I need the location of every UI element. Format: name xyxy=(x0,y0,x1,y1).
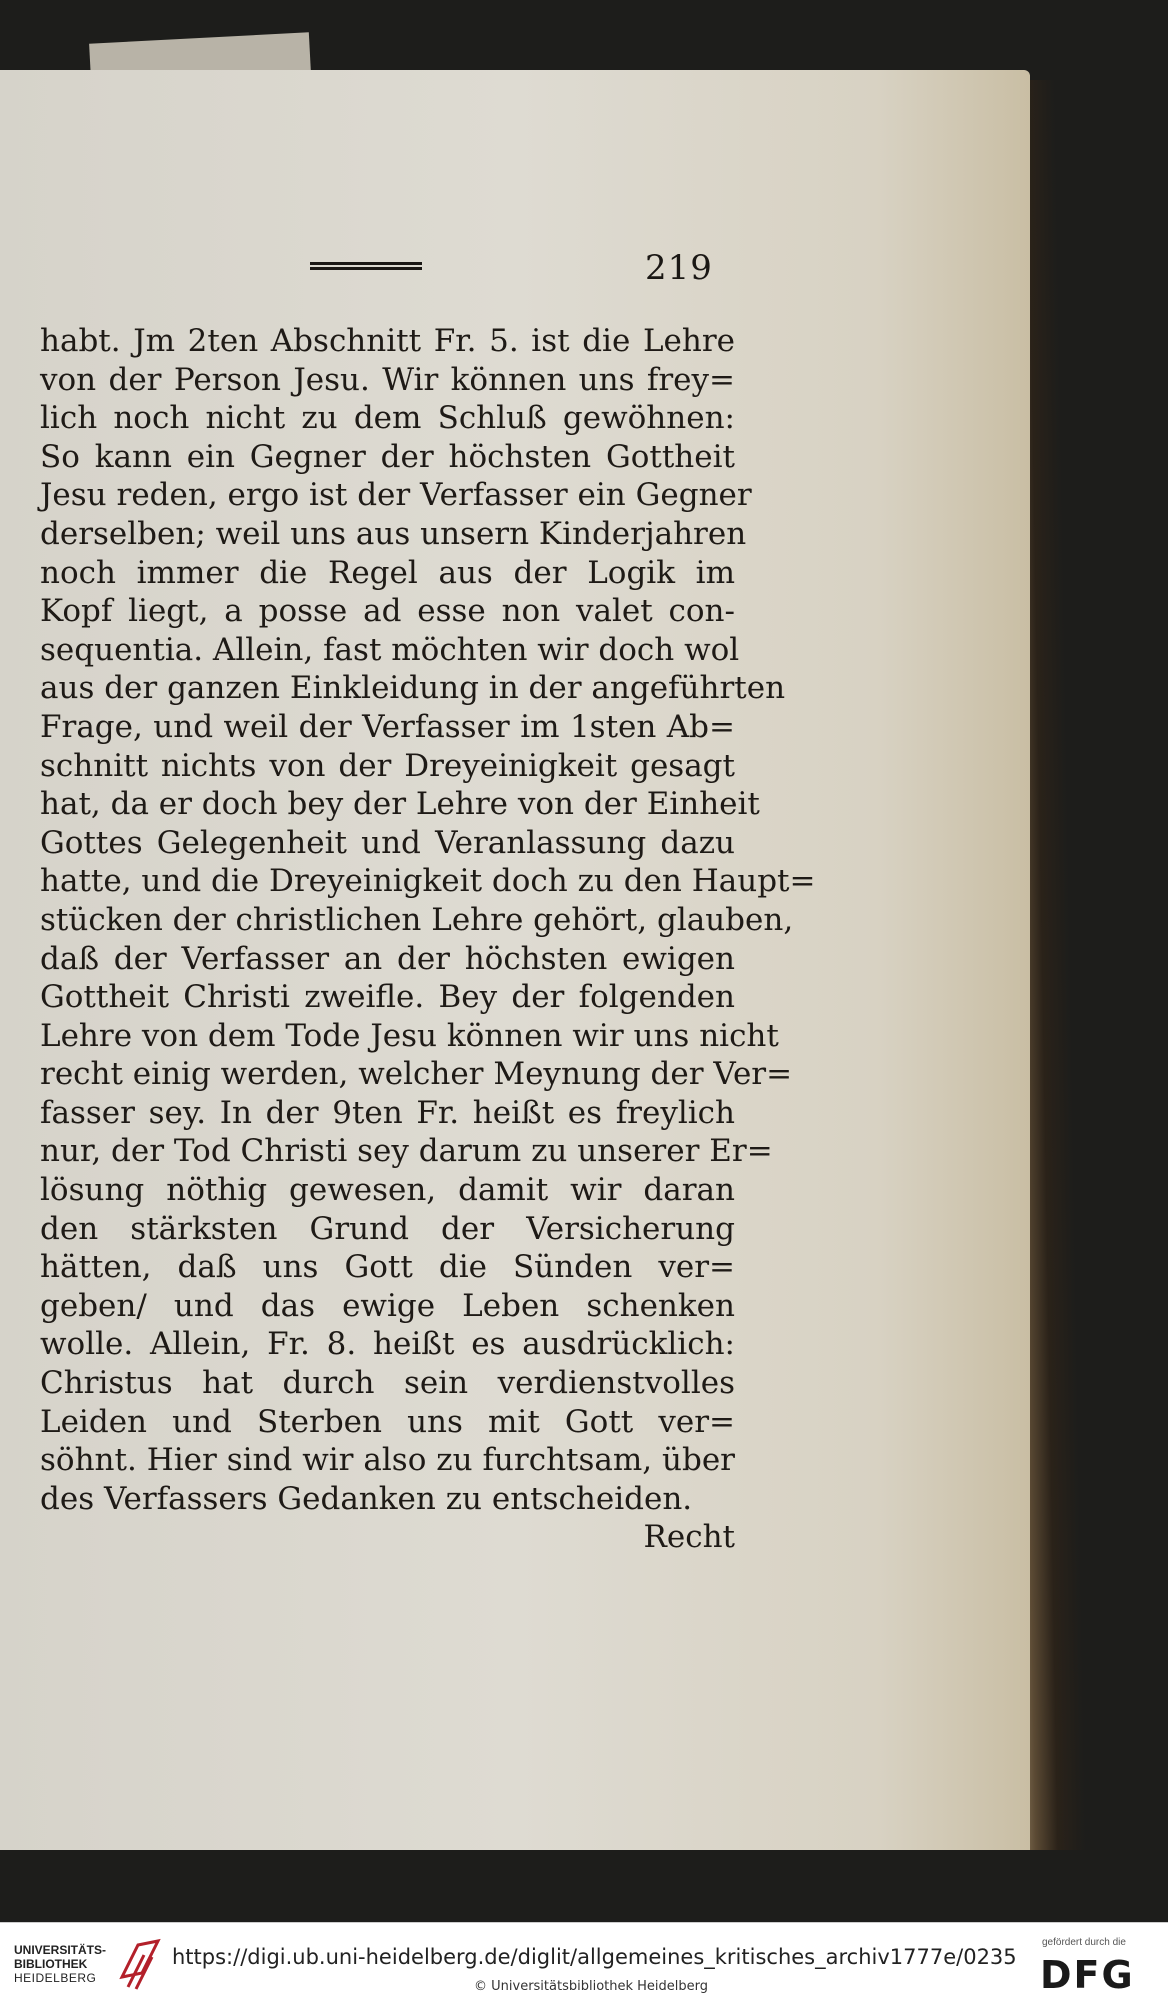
text-line: Frage, und weil der Verfasser im 1sten Ab= xyxy=(40,708,735,745)
dfg-logo: DFG xyxy=(1040,1953,1135,1997)
text-line: hätten, daß uns Gott die Sünden ver= xyxy=(40,1249,735,1286)
text-line: von der Person Jesu. Wir können uns frey= xyxy=(40,361,735,398)
text-line: den stärksten Grund der Versicherung xyxy=(40,1210,735,1247)
copyright-notice: © Universitätsbibliothek Heidelberg xyxy=(474,1979,709,1994)
text-line: söhnt. Hier sind wir also zu furchtsam, über xyxy=(40,1442,735,1479)
text-line: derselben; weil uns aus unsern Kinderjahren xyxy=(40,515,747,552)
library-name-line3: HEIDELBERG xyxy=(14,1971,97,1985)
text-line: Jesu reden, ergo ist der Verfasser ein Gegner xyxy=(40,477,752,514)
text-line: Gottes Gelegenheit und Veranlassung dazu xyxy=(40,824,735,861)
text-line: geben/ und das ewige Leben schenken xyxy=(40,1287,735,1324)
text-line: noch immer die Regel aus der Logik im xyxy=(40,554,735,591)
page-number: 219 xyxy=(645,248,713,288)
text-line: sequentia. Allein, fast möchten wir doch wol xyxy=(40,631,740,668)
catchword: Recht xyxy=(643,1519,735,1556)
text-line: fasser sey. In der 9ten Fr. heißt es freylich xyxy=(40,1094,735,1131)
text-line: recht einig werden, welcher Meynung der Ver= xyxy=(40,1056,793,1093)
text-line: aus der ganzen Einkleidung in der angeführten xyxy=(40,670,786,707)
permalink-url[interactable]: https://digi.ub.uni-heidelberg.de/diglit/allgemeines_kritisches_archiv1777e/0235 xyxy=(172,1945,1017,1969)
viewer-footer xyxy=(0,1922,1168,2009)
text-line: stücken der christlichen Lehre gehört, glauben, xyxy=(40,901,794,938)
page-text xyxy=(40,322,816,1557)
text-line: lich noch nicht zu dem Schluß gewöhnen: xyxy=(40,400,735,437)
library-logo-text xyxy=(14,1943,106,1985)
text-line: So kann ein Gegner der höchsten Gottheit xyxy=(40,438,735,475)
text-line: hat, da er doch bey der Lehre von der Einheit xyxy=(40,786,760,823)
text-line: wolle. Allein, Fr. 8. heißt es ausdrücklich: xyxy=(40,1326,735,1363)
text-line: Lehre von dem Tode Jesu können wir uns nicht xyxy=(40,1017,779,1054)
text-line: Gottheit Christi zweifle. Bey der folgenden xyxy=(40,979,735,1016)
text-line: daß der Verfasser an der höchsten ewigen xyxy=(40,940,735,977)
text-line: Kopf liegt, a posse ad esse non valet con- xyxy=(40,593,735,630)
text-line: Christus hat durch sein verdienstvolles xyxy=(40,1365,735,1402)
text-line: nur, der Tod Christi sey darum zu unserer Er= xyxy=(40,1133,773,1170)
text-line: schnitt nichts von der Dreyeinigkeit gesagt xyxy=(40,747,735,784)
text-line: hatte, und die Dreyeinigkeit doch zu den Haupt= xyxy=(40,863,816,900)
library-logo-icon xyxy=(118,1937,162,1993)
text-line: des Verfassers Gedanken zu entscheiden. xyxy=(40,1480,693,1517)
header-rule xyxy=(310,262,422,274)
library-name-line2: BIBLIOTHEK xyxy=(14,1957,88,1971)
text-line: Leiden und Sterben uns mit Gott ver= xyxy=(40,1403,735,1440)
text-line: habt. Jm 2ten Abschnitt Fr. 5. ist die Lehre xyxy=(40,323,735,359)
funding-note: gefördert durch die xyxy=(1042,1937,1126,1948)
text-line: lösung nöthig gewesen, damit wir daran xyxy=(40,1172,735,1209)
library-name-line1: UNIVERSITÄTS- xyxy=(14,1943,107,1957)
